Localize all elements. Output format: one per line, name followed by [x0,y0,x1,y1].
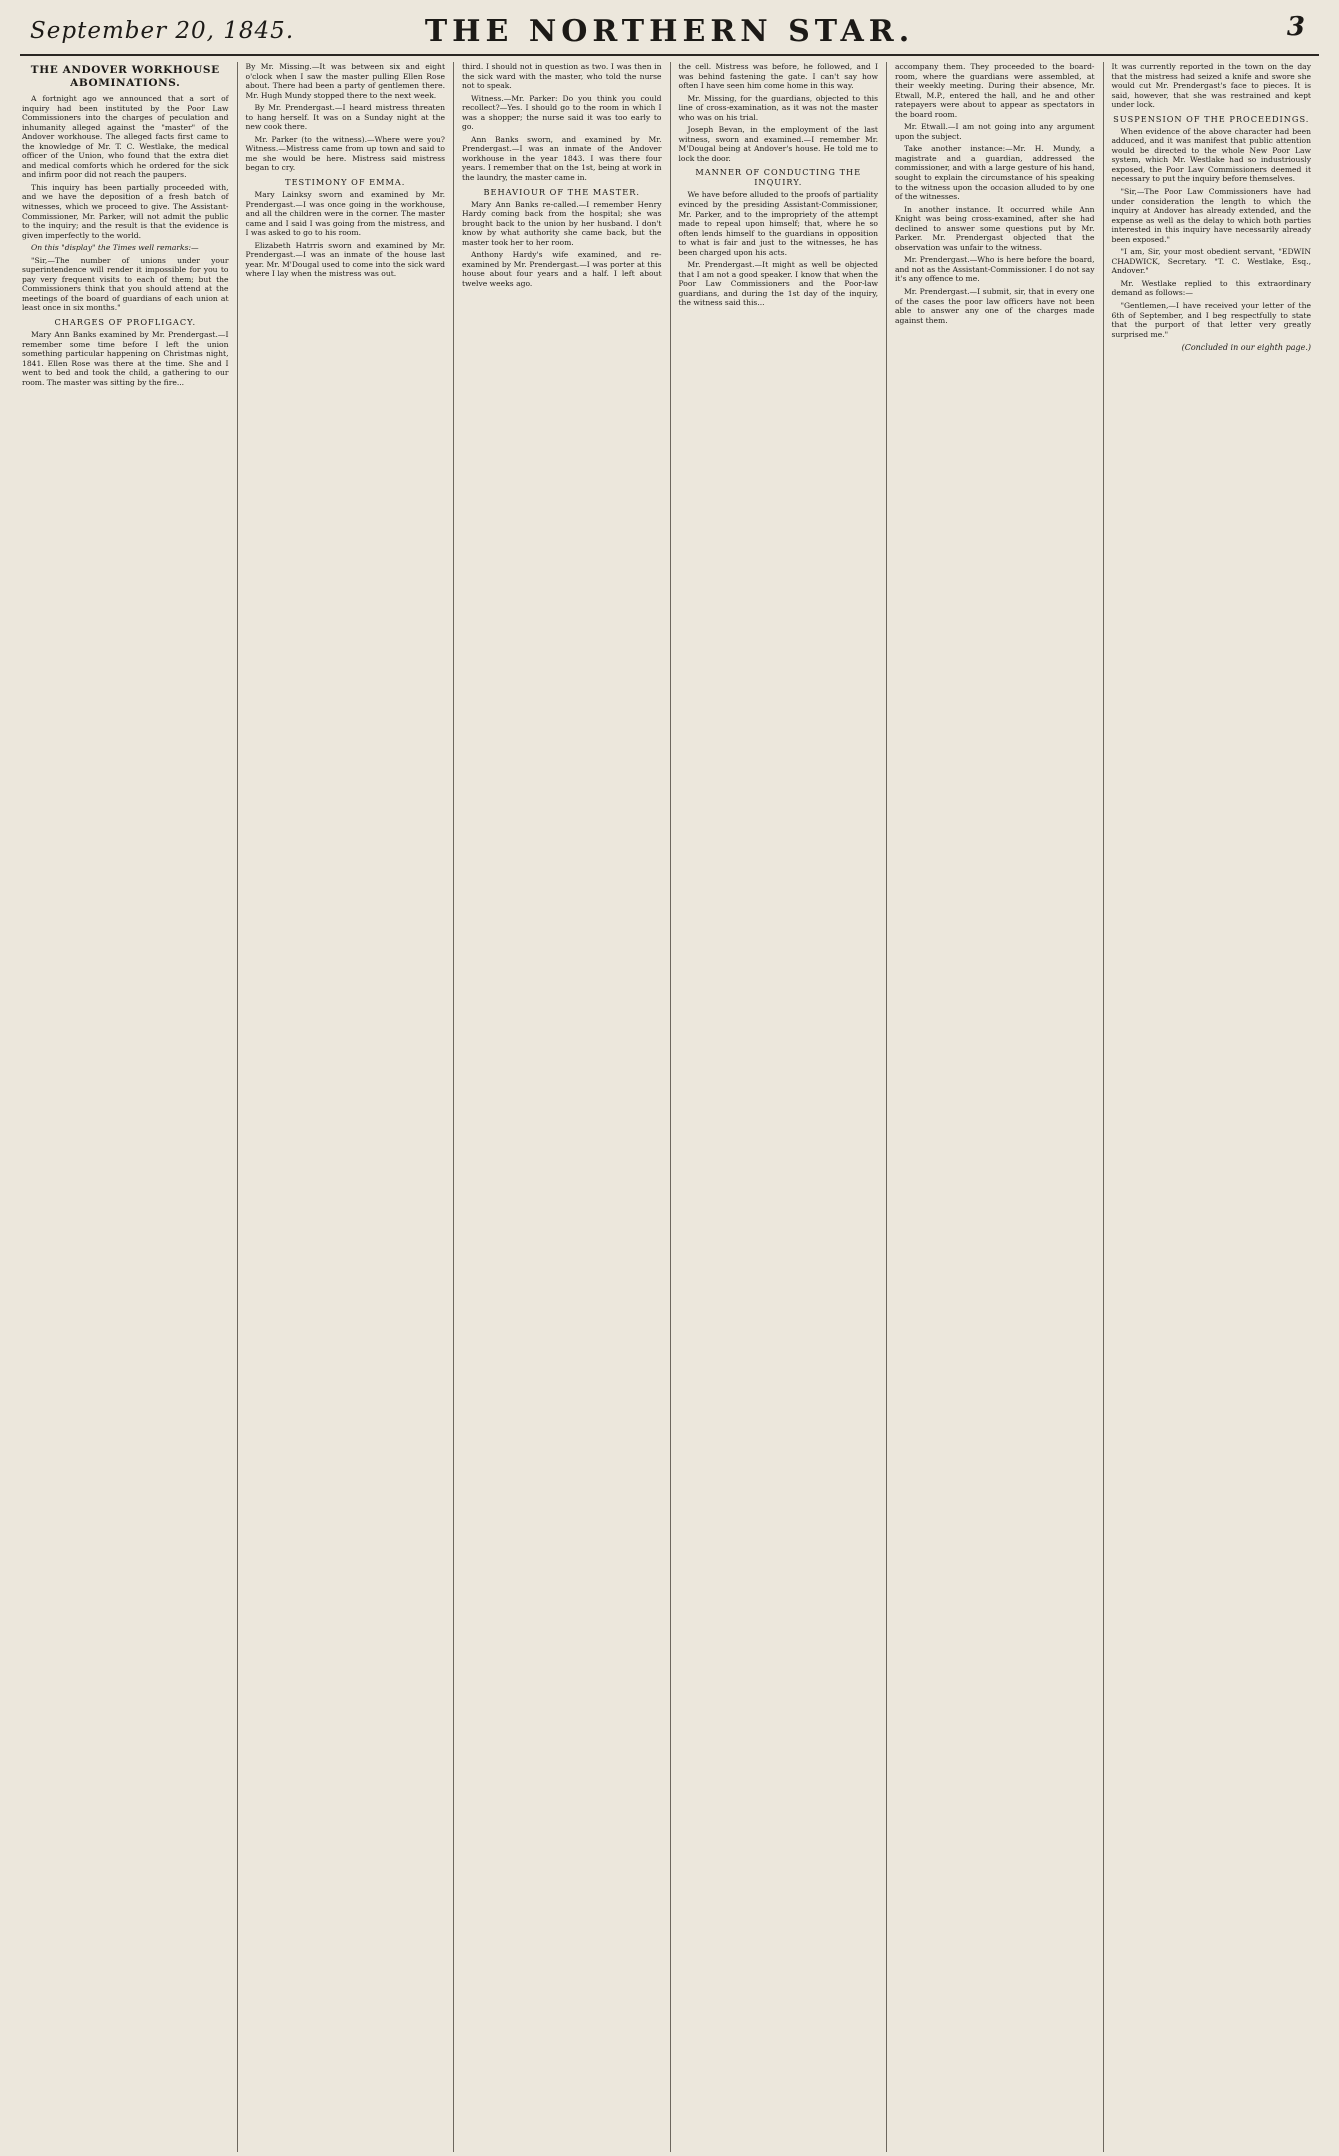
paragraph: Mr. Prendergast.—Who is here before the board, and not as the Assistant-Commissioner. I do not say it's any offence to me. [895,255,1095,284]
paragraph: In another instance. It occurred while Ann Knight was being cross-examined, after she had declined to answer some questions put by Mr. Parker. Mr. Prendergast objected that the observation was unfair to the witness. [895,204,1095,252]
paragraph: Mr. Parker (to the witness).—Where were you? Witness.—Mistress came from up town and said to me she would be here. Mistress said mistress began to cry. [245,134,445,173]
column-3 [453,62,670,2152]
column-4 [670,62,887,2152]
newspaper-title: THE NORTHERN STAR. [424,14,915,49]
paragraph: "Sir,—The number of unions under your superintendence will render it impossible for you to pay very frequent visits to each of them; but the Commissioners think that you should attend at the meetings of the board of guardians of each union at least once in six months." [22,255,229,313]
paragraph: Ann Banks sworn, and examined by Mr. Prendergast.—I was an inmate of the Andover workhouse in the year 1843. I was there four years. I remember that on the 1st, being at work in the laundry, the master came in. [462,134,662,183]
paragraph: third. I should not in question as two. I was then in the sick ward with the master, who told the nurse not to speak. [462,62,662,91]
column-2 [237,62,454,2152]
paragraph: It was currently reported in the town on the day that the mistress had seized a knife and swore she would cut Mr. Prendergast's face to pieces. It is said, however, that she was restrained and kept under lock. [1111,62,1311,110]
paragraph: By Mr. Prendergast.—I heard mistress threaten to hang herself. It was on a Sunday night at the new cook there. [245,103,445,132]
paragraph: accompany them. They proceeded to the board-room, where the guardians were assembled, at their weekly meeting. During their absence, Mr. Etwall, M.P., entered the hall, and he and other ratepayers were about to appear as spectators in the board room. [895,62,1095,119]
section-subheading: SUSPENSION OF THE PROCEEDINGS. [1113,113,1310,124]
page-mark: 3 [1286,12,1305,42]
paragraph: Joseph Bevan, in the employment of the last witness, sworn and examined.—I remember Mr. M'Dougal being at Andover's house. He told me to lock the door. [678,125,878,163]
paragraph: On this "display" the Times well remarks:— [31,243,199,253]
paragraph: "Gentlemen,—I have received your letter of the 6th of September, and I beg respectfully to state that the purport of that letter very greatly surprised me." [1111,301,1311,339]
section-subheading: CHARGES OF PROFLIGACY. [54,317,197,328]
paragraph: We have before alluded to the proofs of partiality evinced by the presiding Assistant-Commissioner, Mr. Parker, and to the impropriety of the attempt made to repeal upon himself; that, where he so often lends himself to the guardians in opposition to what is fair and just to the witnesses, he has been charged upon his acts. [678,190,878,257]
paragraph: A fortnight ago we announced that a sort of inquiry had been instituted by the Poor Law Commissioners into the charges of peculation and inhumanity alleged against the "master" of the Andover workhouse. The alleged facts first came to the knowledge of Mr. T. C. Westlake, the medical officer of the Union, who found that the extra diet and medical comforts which he ordered for the sick and infirm poor did not reach the paupers. [22,94,229,180]
column-5 [886,62,1103,2152]
paragraph: Mr. Missing, for the guardians, objected to this line of cross-examination, as it was not the master who was on his trial. [678,93,878,122]
paragraph: Take another instance:—Mr. H. Mundy, a magistrate and a guardian, addressed the commissioner, and with a large gesture of his hand, sought to explain the circumstance of his speaking to the witness upon the occasion alluded to by one of the witnesses. [895,144,1095,202]
paragraph: the cell. Mistress was before, he followed, and I was behind fastening the gate. I can't say how often I have seen him come home in this way. [678,62,878,91]
paragraph: Mary Ann Banks examined by Mr. Prendergast.—I remember some time before I left the union something particular happening on Christmas night, 1841. Ellen Rose was there at the time. She and I went to bed and took the child, a gathering to our room. The master was sitting by the fire... [22,330,229,387]
paragraph: This inquiry has been partially proceeded with, and we have the deposition of a fresh batch of witnesses, which we proceed to give. The Assistant-Commissioner, Mr. Parker, will not admit the public to the inquiry; and the result is that the evidence is given imperfectly to the world. [22,182,229,240]
paragraph: When evidence of the above character had been adduced, and it was manifest that public attention would be directed to the whole New Poor Law system, which Mr. Westlake had so industriously exposed, the Poor Law Commissioners deemed it necessary to put the inquiry before themselves. [1111,126,1311,184]
section-subheading: TESTIMONY OF EMMA. [285,177,406,188]
paragraph: "Sir,—The Poor Law Commissioners have had under consideration the length to which the inquiry at Andover has already extended, and the expense as well as the delay to which both parties interested in this inquiry have necessarily already been exposed." [1111,187,1311,244]
paragraph: Mr. Prendergast.—I submit, sir, that in every one of the cases the poor law officers have not been able to answer any one of the charges made against them. [895,287,1095,325]
column-1 [20,62,237,2152]
paragraph: Mary Lainksy sworn and examined by Mr. Prendergast.—I was once going in the workhouse, and all the children were in the corner. The master came and I said I was going from the mistress, and I was asked to go to his room. [245,190,445,238]
masthead [20,10,1319,56]
article-heading: THE ANDOVER WORKHOUSE ABOMINATIONS. [30,64,220,89]
paragraph: By Mr. Missing.—It was between six and eight o'clock when I saw the master pulling Ellen Rose about. There had been a party of gentlemen there. Mr. Hugh Mundy stopped there to the next week. [245,62,445,100]
paragraph: Elizabeth Hatrris sworn and examined by Mr. Prendergast.—I was an inmate of the house last year. Mr. M'Dougal used to come into the sick ward where I lay when the mistress was out. [245,240,445,279]
paragraph: Mr. Prendergast.—It might as well be objected that I am not a good speaker. I know that when the Poor Law Commissioners and the Poor-law guardians, and during the 1st day of the inquiry, the witness said this... [678,260,878,308]
section-subheading: MANNER OF CONDUCTING THE INQUIRY. [695,167,862,188]
column-6 [1103,62,1320,2152]
paragraph: Mr. Westlake replied to this extraordinary demand as follows:— [1111,278,1311,298]
paragraph: "I am, Sir, your most obedient servant, "EDWIN CHADWICK, Secretary. "T. C. Westlake, Esq., Andover." [1111,247,1311,276]
paragraph: Anthony Hardy's wife examined, and re-examined by Mr. Prendergast.—I was porter at this house about four years and a half. I left about twelve weeks ago. [462,250,662,288]
issue-date: September 20, 1845. [30,18,295,44]
section-subheading: BEHAVIOUR OF THE MASTER. [483,186,640,197]
article-columns [20,62,1319,2152]
continuation-note: (Concluded in our eighth page.) [1181,343,1311,353]
paragraph: Mr. Etwall.—I am not going into any argument upon the subject. [895,122,1095,141]
paragraph: Witness.—Mr. Parker: Do you think you could recollect?—Yes. I should go to the room in which I was a shopper; the nurse said it was too early to go. [462,93,662,132]
paragraph: Mary Ann Banks re-called.—I remember Henry Hardy coming back from the hospital; she was brought back to the union by her husband. I don't know by what authority she came back, but the master took her to her room. [462,199,662,247]
